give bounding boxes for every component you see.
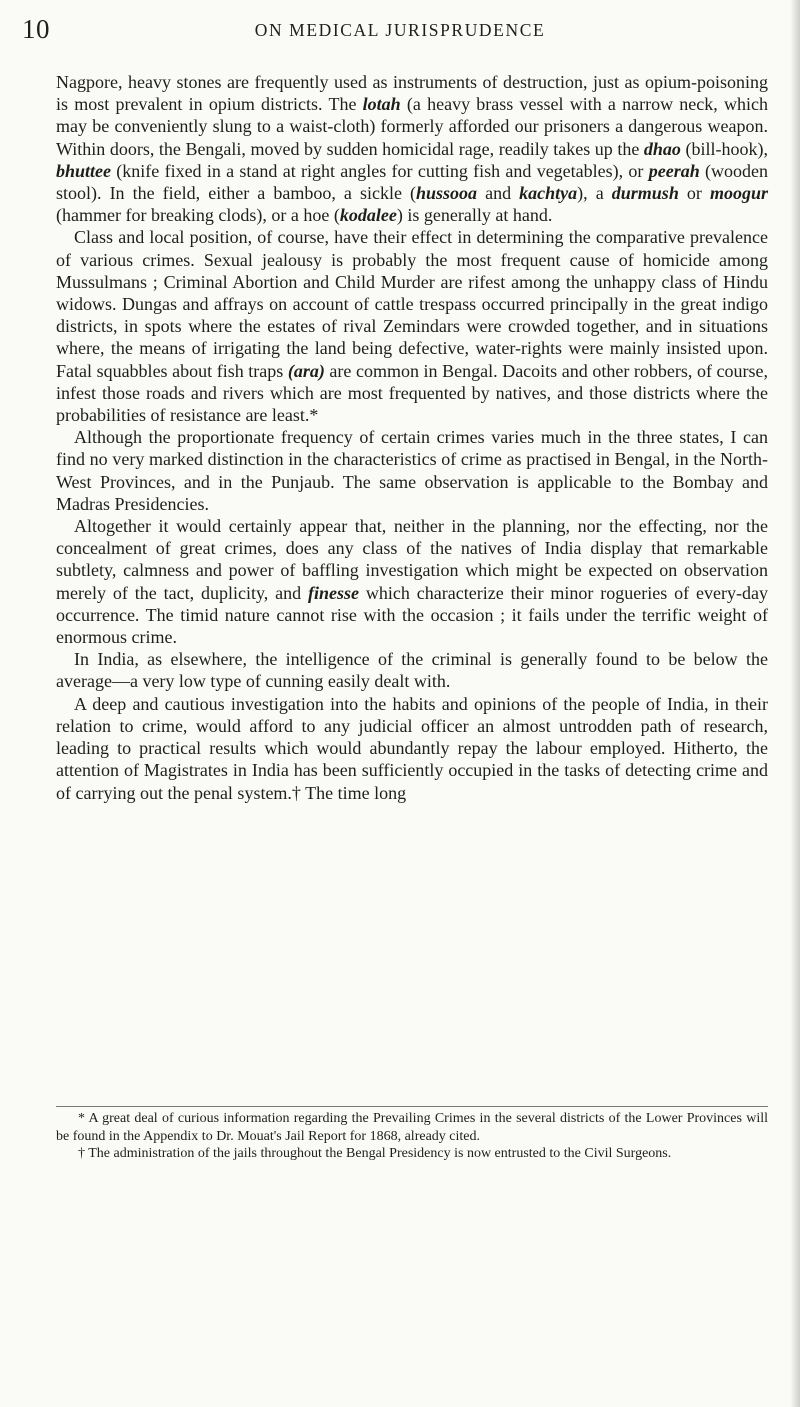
text-run: ) is generally at hand. (396, 205, 553, 226)
italic-term: kachtya (519, 183, 578, 204)
paragraph-2 (56, 226, 768, 426)
italic-term: hussooa (416, 183, 478, 204)
text-run: Nagpore, heavy stones are frequently used as instruments of destruction, just as opium-poisoning is most prevalent in opium districts. The (56, 72, 768, 115)
text-run: Class and local position, of course, have their effect in determining the comparative prevalence of various crimes. Sexual jealousy is probably the most frequent cause of homicide among Mussulmans ; Criminal Abortion and Child Murder are rifest among the unhappy class of Hindu widows. Dungas and affrays on account of cattle trespass occurred principally in the great indigo districts, in spots where the estates of rival Zemindars were crowded together, and in situations where, the means of irrigating the land being defective, water-rights were mainly insisted upon. Fatal squabbles about fish traps (56, 227, 768, 381)
italic-term: finesse (308, 582, 360, 603)
footnote-1: * A great deal of curious information regarding the Prevailing Crimes in the several districts of the Lower Provinces will be found in the Appendix to Dr. Mouat's Jail Report for 1868, already cited. (56, 1111, 768, 1144)
text-run: Altogether it would certainly appear that, neither in the planning, nor the effecting, nor the concealment of great crimes, does any class of the natives of India display that remarkable subtlety, calmness and power of baffling investigation which might be expected on observation merely of the tact, duplicity, and (56, 516, 768, 603)
text-run: (bill-hook), (680, 138, 768, 159)
page-edge-shadow (790, 0, 800, 1407)
footnotes (56, 1106, 768, 1163)
paragraph-3: Although the proportionate frequency of certain crimes varies much in the three states, I can find no very marked distinction in the characteristics of crime as practised in Bengal, in the North-West Provinces, and in the Punjaub. The same observation is applicable to the Bombay and Madras Presidencies. (56, 427, 768, 514)
text-run: and (477, 183, 520, 204)
italic-term: durmush (611, 183, 679, 204)
italic-term: bhuttee (56, 160, 112, 181)
text-run: (knife fixed in a stand at right angles for cutting fish and vegetables), or (111, 160, 649, 181)
page-number: 10 (22, 14, 50, 44)
italic-term: dhao (643, 138, 681, 159)
text-run: are common in Bengal. Dacoits and other robbers, of course, infest those roads and rivers which are most frequented by natives, and those districts where the probabilities of resistance are least.* (56, 360, 768, 426)
page-header (0, 14, 800, 54)
text-run: ), a (577, 183, 612, 204)
text-run: (wooden stool). In the field, either a bamboo, a sickle ( (56, 160, 769, 204)
text-run: or (678, 183, 710, 204)
footnote-rule (56, 1106, 768, 1107)
paragraph-4 (56, 515, 768, 648)
running-head: ON MEDICAL JURISPRUDENCE (254, 20, 546, 40)
italic-term: lotah (362, 94, 401, 115)
italic-term: kodalee (339, 205, 397, 226)
italic-term: (ara) (287, 360, 325, 381)
italic-term: peerah (648, 160, 700, 181)
paragraph-6: A deep and cautious investigation into the habits and opinions of the people of India, in their relation to crime, would afford to any judicial officer an almost untrodden path of research, leading to practical results which would abundantly repay the labour employed. Hitherto, the attention of Magistrates in India has been sufficiently occupied in the tasks of detecting crime and of carrying out the penal system.† The time long (56, 693, 768, 803)
body-text (56, 71, 768, 804)
text-run: (hammer for breaking clods), or a hoe ( (56, 205, 340, 226)
footnote-2: † The administration of the jails throughout the Bengal Presidency is now entrusted to the Civil Surgeons. (78, 1146, 672, 1161)
text-run: which characterize their minor rogueries of every-day occurrence. The timid nature cannot rise with the occasion ; it fails under the terrific weight of enormous crime. (56, 582, 768, 648)
paragraph-1 (56, 71, 768, 226)
italic-term: moogur (709, 183, 768, 204)
text-run: (a heavy brass vessel with a narrow neck, which may be conveniently slung to a waist-cloth) formerly afforded our prisoners a dangerous weapon. Within doors, the Bengali, moved by sudden homicidal rage, readily takes up the (56, 94, 768, 159)
paragraph-5: In India, as elsewhere, the intelligence of the criminal is generally found to be below the average—a very low type of cunning easily dealt with. (56, 649, 768, 692)
